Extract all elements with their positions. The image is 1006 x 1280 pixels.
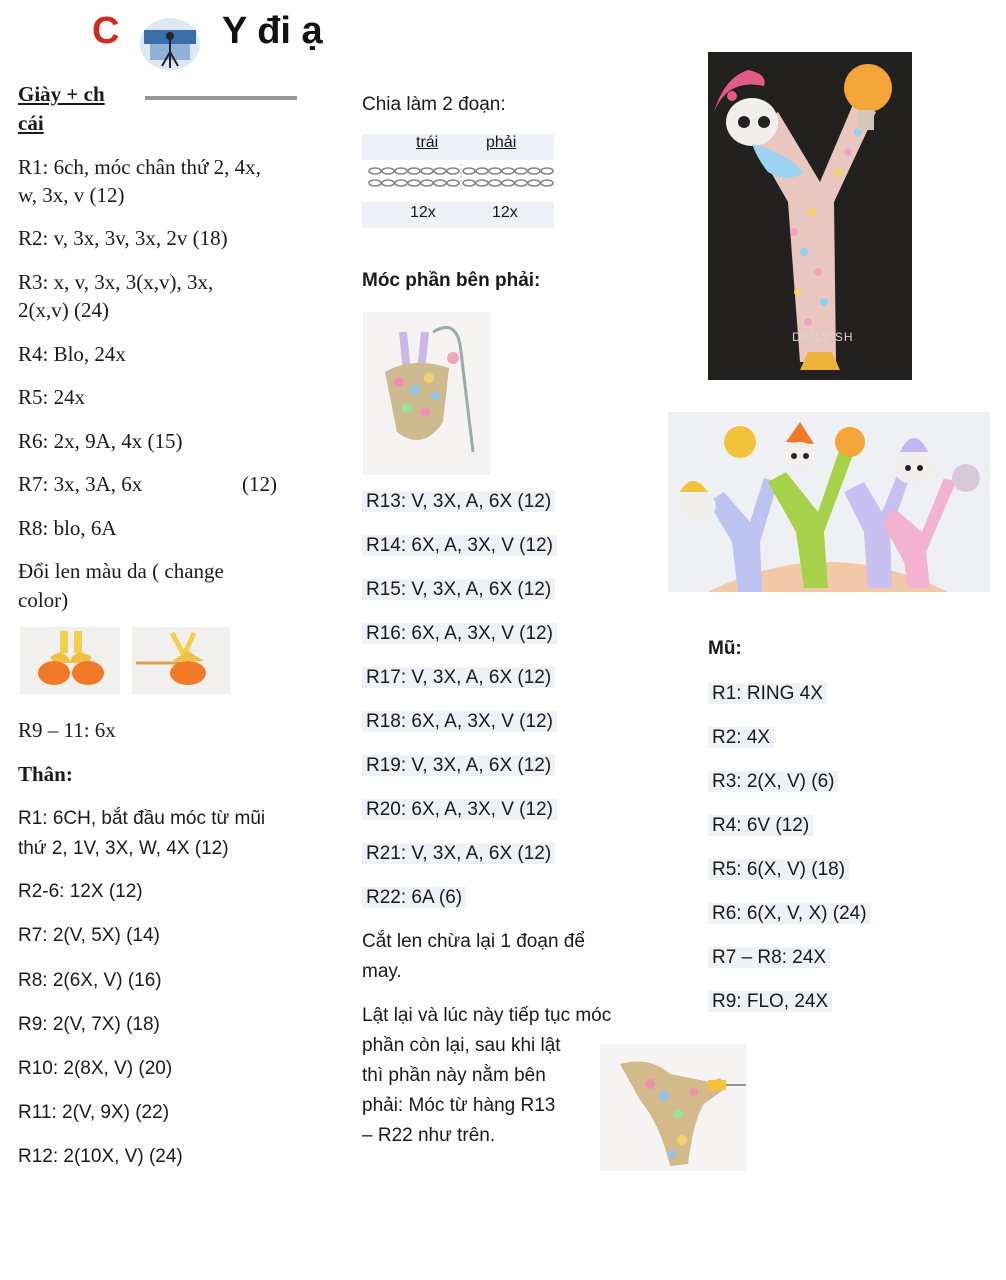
hat-row — [708, 811, 813, 841]
right-row-text: R20: 6X, A, 3X, V (12) — [362, 799, 557, 820]
flip-note: Lật lại và lúc này tiếp tục móc — [362, 1005, 612, 1026]
hat-row-text: R4: 6V (12) — [708, 815, 813, 836]
body-row: R12: 2(10X, V) (24) — [18, 1146, 183, 1167]
shoe-row: R9 – 11: 6x — [18, 718, 116, 742]
shoe-photo-1 — [20, 627, 120, 694]
right-row-text: R18: 6X, A, 3X, V (12) — [362, 711, 557, 732]
right-row-text: R15: V, 3X, A, 6X (12) — [362, 579, 555, 600]
right-row — [362, 707, 557, 737]
shoe-row: w, 3x, v (12) — [18, 183, 125, 207]
hat-row — [708, 767, 838, 797]
body-row: R11: 2(V, 9X) (22) — [18, 1102, 170, 1123]
shoe-row: R3: x, v, 3x, 3(x,v), 3x, — [18, 270, 214, 294]
product-photo-y — [708, 52, 912, 380]
shoe-heading: Giày + ch — [18, 82, 105, 106]
hat-row-text: R3: 2(X, V) (6) — [708, 771, 838, 792]
split-left-label: trái — [416, 134, 439, 151]
right-row — [362, 663, 555, 693]
cut-note: Cắt len chừa lại 1 đoạn để — [362, 931, 585, 952]
body-row: R2-6: 12X (12) — [18, 881, 143, 902]
hat-row-text: R2: 4X — [708, 727, 774, 748]
right-row — [362, 575, 555, 605]
title-logo — [136, 8, 204, 74]
hat-row-text: R9: FLO, 24X — [708, 991, 832, 1012]
right-part-heading: Móc phần bên phải: — [362, 270, 541, 291]
right-row — [362, 531, 557, 561]
chain-diagram — [366, 164, 556, 190]
photo-caption: DAILY SH — [792, 330, 854, 344]
hat-row-text: R1: RING 4X — [708, 683, 827, 704]
right-part-photo — [363, 312, 491, 475]
hat-row — [708, 899, 871, 929]
split-right-label: phải — [486, 134, 517, 151]
shoe-heading-smudge — [145, 96, 297, 100]
shoe-row: R6: 2x, 9A, 4x (15) — [18, 429, 183, 453]
hat-row — [708, 723, 774, 753]
split-label-band — [362, 134, 554, 160]
hat-row-text: R5: 6(X, V) (18) — [708, 859, 849, 880]
flip-note: phải: Móc từ hàng R13 — [362, 1095, 556, 1116]
hat-row — [708, 943, 830, 973]
flip-photo — [600, 1044, 747, 1171]
split-count-band — [362, 202, 554, 228]
hat-row — [708, 679, 827, 709]
right-row — [362, 839, 555, 869]
page-title — [92, 10, 119, 53]
shoe-row: R7: 3x, 3A, 6x — [18, 472, 143, 496]
shoe-row: R1: 6ch, móc chân thứ 2, 4x, — [18, 155, 261, 179]
split-text: Chia làm 2 đoạn: — [362, 94, 506, 115]
shoe-photo-2 — [132, 627, 230, 694]
shoe-row: color) — [18, 588, 69, 612]
flip-note: phần còn lại, sau khi lật — [362, 1035, 561, 1056]
shoe-row: R5: 24x — [18, 385, 86, 409]
shoe-row: R8: blo, 6A — [18, 516, 117, 540]
right-row-text: R17: V, 3X, A, 6X (12) — [362, 667, 555, 688]
right-row — [362, 883, 466, 913]
right-row — [362, 795, 557, 825]
product-photo-group — [668, 412, 990, 592]
right-row — [362, 487, 555, 517]
body-row: R7: 2(V, 5X) (14) — [18, 925, 160, 946]
body-row: R10: 2(8X, V) (20) — [18, 1058, 173, 1079]
shoe-row: 2(x,v) (24) — [18, 298, 109, 322]
shoe-row: R4: Blo, 24x — [18, 342, 126, 366]
shoe-row: Đổi len màu da ( change — [18, 559, 224, 583]
split-left-count: 12x — [410, 204, 436, 221]
right-row-text: R21: V, 3X, A, 6X (12) — [362, 843, 555, 864]
hat-row — [708, 855, 849, 885]
right-row — [362, 619, 557, 649]
body-row: R8: 2(6X, V) (16) — [18, 970, 162, 991]
body-row: R1: 6CH, bắt đầu móc từ mũi — [18, 808, 266, 829]
shoe-row: R2: v, 3x, 3v, 3x, 2v (18) — [18, 226, 228, 250]
hat-heading: Mũ: — [708, 638, 742, 659]
body-row: R9: 2(V, 7X) (18) — [18, 1014, 160, 1035]
flip-note: – R22 như trên. — [362, 1125, 496, 1146]
hat-row — [708, 987, 832, 1017]
right-row-text: R22: 6A (6) — [362, 887, 466, 908]
cut-note-cont: may. — [362, 961, 402, 982]
body-heading: Thân: — [18, 762, 73, 786]
right-row-text: R13: V, 3X, A, 6X (12) — [362, 491, 555, 512]
right-row — [362, 751, 555, 781]
flip-note: thì phần này nằm bên — [362, 1065, 546, 1086]
right-row-text: R16: 6X, A, 3X, V (12) — [362, 623, 557, 644]
hat-row-text: R6: 6(X, V, X) (24) — [708, 903, 871, 924]
split-right-count: 12x — [492, 204, 518, 221]
hat-row-text: R7 – R8: 24X — [708, 947, 830, 968]
right-row-text: R14: 6X, A, 3X, V (12) — [362, 535, 557, 556]
title-rest: Y đi ạ — [222, 10, 323, 52]
title-letter-c: C — [92, 10, 120, 52]
shoe-row-count: (12) — [242, 472, 277, 496]
right-row-text: R19: V, 3X, A, 6X (12) — [362, 755, 555, 776]
body-row: thứ 2, 1V, 3X, W, 4X (12) — [18, 838, 229, 859]
shoe-heading-cont: cái — [18, 111, 44, 135]
